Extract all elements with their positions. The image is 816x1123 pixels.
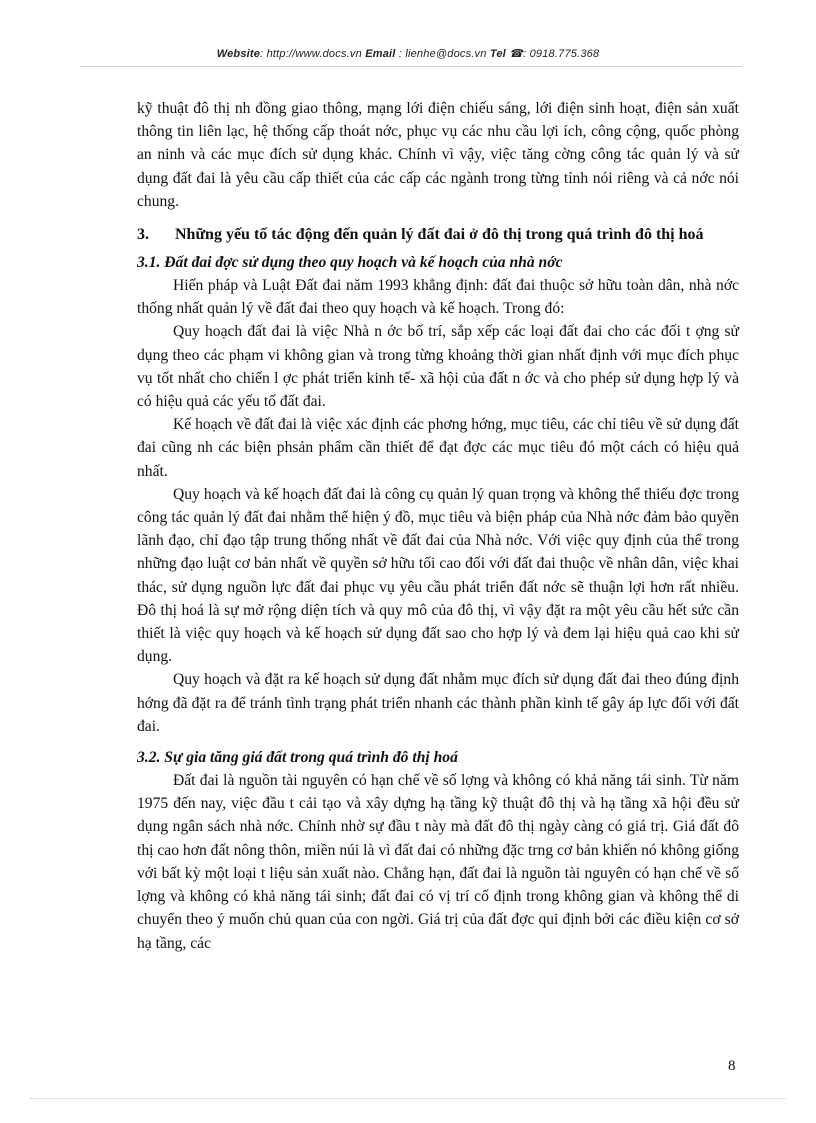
paragraph: Quy hoạch và đặt ra kế hoạch sử dụng đất nhằm mục đích sử dụng đất đai theo đúng định hớng đã đặt ra để tránh tình trạng phát triển nhanh các thành phần kinh tế gây áp lực đối với đất đai.	[137, 671, 739, 735]
email-value: : lienhe@docs.vn	[398, 48, 487, 60]
paragraph: Quy hoạch và kế hoạch đất đai là công cụ quản lý quan trọng và không thể thiếu đợc trong công tác quản lý đất đai nhằm thể hiện ý đồ, mục tiêu và biện pháp của Nhà nớc đảm bảo quyền lãnh đạo, chỉ đạo tập trung thống nhất về đất đai của Nhà nớc. Với việc quy định của thể trong những đạo luật cơ bản nhất về quyền sở hữu tối cao đối với đất đai thuộc về nhân dân, việc khai thác, sử dụng nguồn lực đất đai phục vụ yêu cầu phát triển đất nớc sẽ thuận lợi hơn rất nhiều. Đô thị hoá là sự mở rộng diện tích và quy mô của đô thị, vì vậy đặt ra một yêu cầu hết sức cần thiết là việc quy hoạch và kế hoạch sử dụng đất sao cho hợp lý và đem lại hiệu quả cao khi sử dụng.	[137, 485, 739, 666]
email-label: Email	[365, 48, 396, 60]
section-number: 3.	[137, 226, 149, 244]
page-header	[0, 47, 816, 60]
paragraph: kỹ thuật đô thị nh đồng giao thông, mạng lới điện chiếu sáng, lới điện sinh hoạt, điện sản xuất thông tin liên lạc, hệ thống cấp thoát nớc, phục vụ các nhu cầu lợi ích, công cộng, quốc phòng an ninh và các mục đích sử dụng khác. Chính vì vậy, việc tăng cờng công tác quản lý và sử dụng đất đai là yêu cầu cấp thiết của các cấp các ngành trong từng tỉnh nói riêng và cả nớc nói chung.	[137, 100, 739, 210]
website-value: : http://www.docs.vn	[260, 48, 362, 60]
paragraph: Kế hoạch về đất đai là việc xác định các phơng hớng, mục tiêu, các chỉ tiêu về sử dụng đất đai cũng nh các biện phsản phẩm cần thiết để đạt đợc các mục tiêu đó một cách có hiệu quả nhất.	[137, 416, 739, 480]
paragraph: Đất đai là nguồn tài nguyên có hạn chế về số lợng và không có khả năng tái sinh. Từ năm 1975 đến nay, việc đầu t cải tạo và xây dựng hạ tầng kỹ thuật đô thị và hạ tầng xã hội đều sử dụng ngân sách nhà nớc. Chính nhờ sự đầu t này mà đất đô thị ngày càng có giá trị. Giá đất đô thị cao hơn đất nông thôn, miền núi là vì đất đai có những đặc trng cơ bản khiến nó không giống với bất kỳ một loại t liệu sản xuất nào. Chẳng hạn, đất đai là nguồn tài nguyên có hạn chế về số lợng và không có khả năng tái sinh; đất đai có vị trí cố định trong không gian và không thể di chuyển theo ý muốn chủ quan của con ngời. Giá trị của đất đợc qui định bởi các điều kiện cơ sở hạ tầng, các	[137, 772, 739, 952]
footer-divider	[30, 1098, 786, 1099]
subsection-heading: 3.2. Sự gia tăng giá đất trong quá trình đô thị hoá	[137, 749, 458, 767]
subsection-heading: 3.1. Đất đai đợc sử dụng theo quy hoạch và kế hoạch của nhà nớc	[137, 254, 563, 272]
paragraph: Hiến pháp và Luật Đất đai năm 1993 khẳng định: đất đai thuộc sở hữu toàn dân, nhà nớc thống nhất quản lý về đất đai theo quy hoạch và kế hoạch. Trong đó:	[137, 277, 739, 318]
section-heading	[137, 224, 739, 245]
document-body	[137, 97, 739, 955]
page-number: 8	[728, 1058, 736, 1074]
section-title: Những yếu tố tác động đến quản lý đất đai ở đô thị trong quá trình đô thị hoá	[175, 226, 704, 244]
tel-label: Tel	[489, 48, 506, 60]
tel-value: : 0918.775.368	[523, 48, 600, 60]
phone-icon: ☎	[509, 48, 524, 60]
paragraph: Quy hoạch đất đai là việc Nhà n ớc bố trí, sắp xếp các loại đất đai cho các đối t ợng sử dụng theo các phạm vi không gian và trong từng khoảng thời gian nhất định với mục đích phục vụ tốt nhất cho chiến l ợc phát triển kinh tế- xã hội của đất n ớc và cho phép sử dụng hợp lý và có hiệu quả các yếu tố đất đai.	[137, 323, 739, 411]
header-divider	[80, 66, 742, 67]
website-label: Website	[216, 48, 261, 60]
